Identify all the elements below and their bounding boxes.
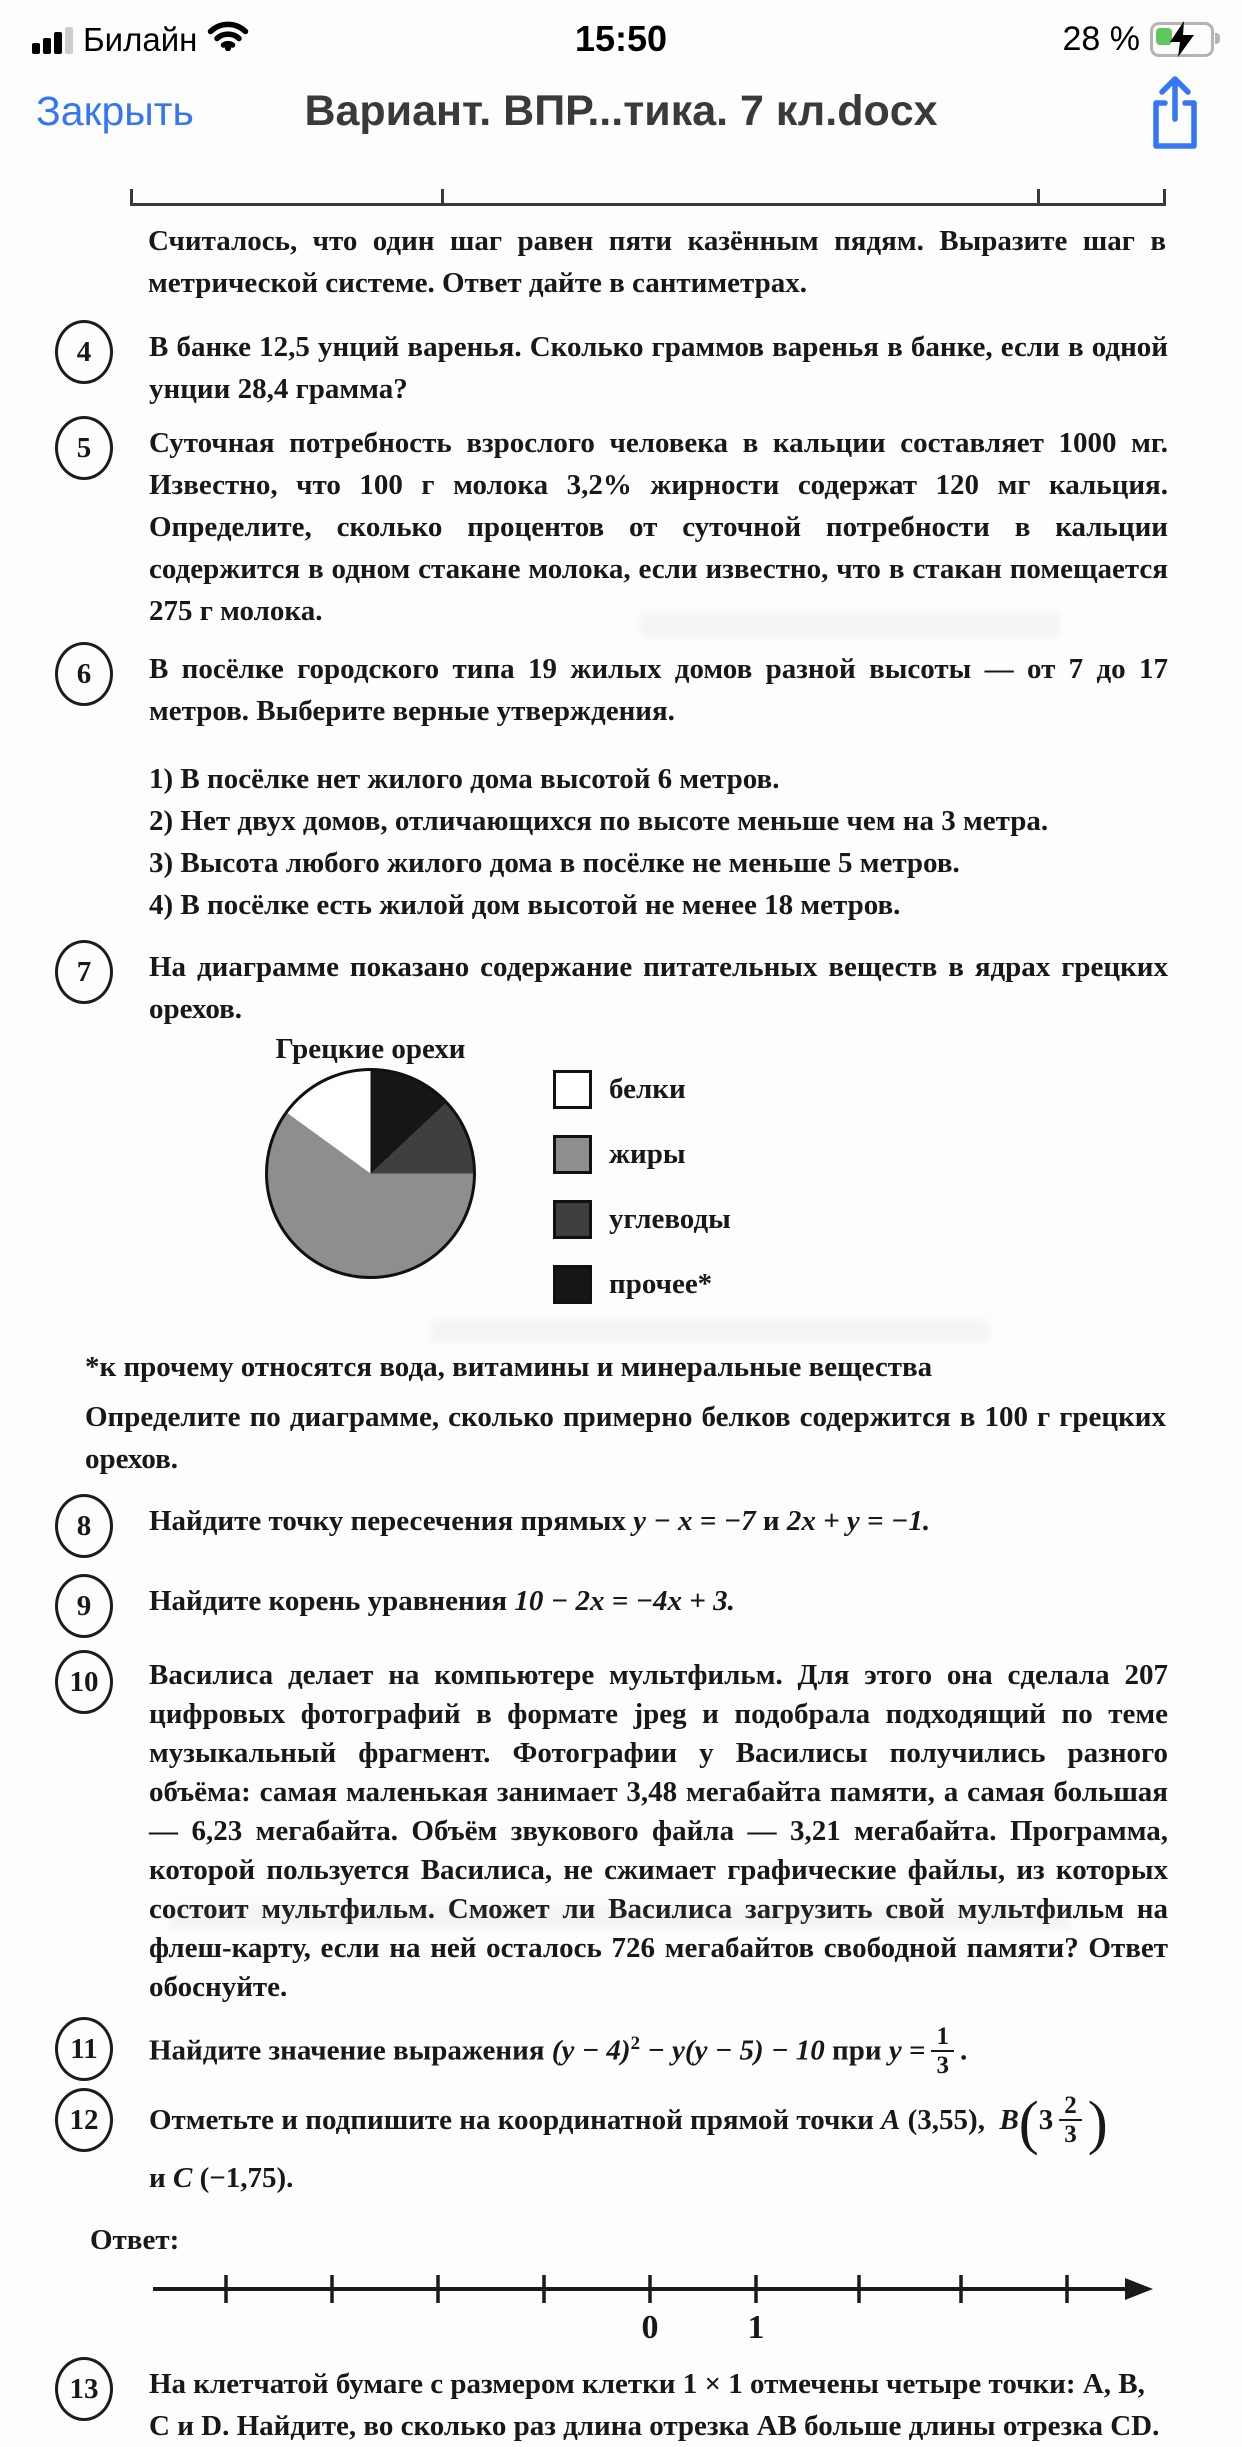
chart-legend bbox=[553, 1068, 731, 1328]
status-bar bbox=[0, 0, 1242, 70]
number-line-arrow bbox=[1125, 2278, 1153, 2300]
problem-13-clipped-line: С и D. Найдите, во сколько раз длина отрезка AB больше длины отрезка CD. bbox=[149, 2409, 1160, 2442]
problem-12 bbox=[55, 2088, 1168, 2199]
legend-swatch-white bbox=[553, 1070, 592, 1109]
problem-7-number: 7 bbox=[55, 940, 113, 1004]
problem-7-text: На диаграмме показано содержание питательных веществ в ядрах грецких орехов. bbox=[149, 951, 1168, 1025]
problem-8 bbox=[55, 1494, 1168, 1558]
problem-13 bbox=[55, 2357, 1168, 2447]
fraction-two-thirds: $\frac{2}{3}$ bbox=[1059, 2092, 1082, 2149]
pie-chart bbox=[265, 1068, 476, 1279]
problem-11-number: 11 bbox=[55, 2017, 113, 2081]
document-title: Вариант. ВПР...тика. 7 кл.docx bbox=[304, 86, 938, 135]
problem-13-number: 13 bbox=[55, 2357, 113, 2421]
equation-1: y − x = −7 bbox=[633, 1505, 756, 1537]
problem-4-number: 4 bbox=[55, 320, 113, 384]
chart-title: Грецкие орехи bbox=[275, 1033, 466, 1065]
problem-6-options bbox=[149, 758, 1168, 926]
problem-10-text: Василиса делает на компьютере мультфильм. Для этого она сделала 207 цифровых фотографий в формате jpeg и подобрала подходящий по теме музыкальный фрагмент. Фотографии у Василисы получились разного объёма: самая маленькая занимает 3,48 мегабайта памяти, а самая большая — 6,23 мегабайта. Объём звукового файла — 3,21 мегабайта. Программа, которой пользуется Василиса, не сжимает графические файлы, из которых состоит мультфильм. Сможет ли Василиса загрузить свой мультфильм на флеш-карту, если на ней осталось 726 мегабайтов свободной памяти? Ответ обоснуйте. bbox=[149, 1659, 1168, 2003]
problem-11-text: Найдите значение выражения $(y - 4)^2 - y(y - 5) - 10$ при y = $\frac{1}{3}$ . bbox=[149, 2022, 968, 2079]
problem-9-number: 9 bbox=[55, 1574, 113, 1638]
problem-6-number: 6 bbox=[55, 642, 113, 706]
option-4: 4) В посёлке есть жилой дом высотой не менее 18 метров. bbox=[149, 889, 901, 921]
equation: 10 − 2x = −4x + 3. bbox=[514, 1585, 735, 1617]
legend-item-other: прочее* bbox=[553, 1263, 731, 1305]
number-line-label-one: 1 bbox=[747, 2308, 765, 2343]
problem-13-text: На клетчатой бумаге с размером клетки 1 × 1 отмечены четыре точки: A, B, С и D. Найдите, во сколько раз длина отрезка AB больше длины отрезка CD. bbox=[149, 2357, 1168, 2447]
number-line-label-zero: 0 bbox=[641, 2308, 659, 2343]
equation-2: 2x + y = −1. bbox=[786, 1505, 931, 1537]
clock-label: 15:50 bbox=[574, 18, 668, 59]
problem-8-text: Найдите точку пересечения прямых y − x = −7 и 2x + y = −1. bbox=[149, 1505, 931, 1537]
document-viewer-toolbar bbox=[0, 70, 1242, 152]
legend-swatch-darkgray bbox=[553, 1200, 592, 1239]
legend-swatch-black bbox=[553, 1265, 592, 1304]
legend-item-carbs: углеводы bbox=[553, 1198, 731, 1240]
legend-item-proteins: белки bbox=[553, 1068, 731, 1110]
problem-4 bbox=[55, 320, 1168, 410]
legend-item-fats: жиры bbox=[553, 1133, 731, 1175]
scan-artifact bbox=[170, 1905, 1070, 1929]
ruler-figure bbox=[130, 186, 1166, 206]
number-line-figure bbox=[150, 2265, 1165, 2343]
pie-chart-figure bbox=[0, 1032, 1242, 1328]
scan-artifact bbox=[640, 612, 1060, 638]
problem-5 bbox=[55, 416, 1168, 632]
scan-artifact bbox=[430, 1320, 990, 1342]
problem-12-text: Отметьте и подпишите на координатной прямой точки A (3,55), B(3 $\frac{2}{3}$ ) и C (−1,75). bbox=[149, 2089, 1108, 2194]
problem-10 bbox=[55, 1650, 1168, 2007]
option-3: 3) Высота любого жилого дома в посёлке не меньше 5 метров. bbox=[149, 847, 960, 879]
intro-paragraph: Считалось, что один шаг равен пяти казённым пядям. Выразите шаг в метрической системе. Ответ дайте в сантиметрах. bbox=[148, 225, 1166, 299]
battery-percent-label: 28 % bbox=[1062, 19, 1140, 58]
carrier-label: Билайн bbox=[83, 21, 198, 58]
fraction-one-third: $\frac{1}{3}$ bbox=[931, 2023, 954, 2080]
option-1: 1) В посёлке нет жилого дома высотой 6 метров. bbox=[149, 763, 780, 795]
legend-swatch-gray bbox=[553, 1135, 592, 1174]
problem-7 bbox=[55, 940, 1168, 1030]
document-scroll-area[interactable] bbox=[0, 186, 1242, 2447]
problem-6 bbox=[55, 642, 1168, 926]
problem-6-text: В посёлке городского типа 19 жилых домов разной высоты — от 7 до 17 метров. Выберите верные утверждения. bbox=[149, 653, 1168, 727]
problem-9-text: Найдите корень уравнения 10 − 2x = −4x + 3. bbox=[149, 1585, 735, 1617]
problem-7-question: Определите по диаграмме, сколько примерно белков содержится в 100 г грецких орехов. bbox=[85, 1401, 1166, 1475]
close-button[interactable]: Закрыть bbox=[36, 87, 194, 134]
option-2: 2) Нет двух домов, отличающихся по высоте меньше чем на 3 метра. bbox=[149, 805, 1049, 837]
problem-10-number: 10 bbox=[55, 1650, 113, 1714]
problem-9 bbox=[55, 1574, 1168, 1638]
problem-5-text: Суточная потребность взрослого человека в кальции составляет 1000 мг. Известно, что 100 г молока 3,2% жирности содержат 120 мг кальция. Определите, сколько процентов от суточной потребности в кальции содержится в одном стакане молока, если известно, что в стакан помещается 275 г молока. bbox=[149, 427, 1168, 627]
chart-footnote: *к прочему относятся вода, витамины и минеральные вещества bbox=[85, 1351, 933, 1383]
problem-8-number: 8 bbox=[55, 1494, 113, 1558]
battery-charging-icon bbox=[1150, 22, 1214, 57]
problem-11 bbox=[55, 2017, 1168, 2082]
problem-4-text: В банке 12,5 унций варенья. Сколько граммов варенья в банке, если в одной унции 28,4 грамма? bbox=[149, 331, 1168, 405]
problem-12-number: 12 bbox=[55, 2088, 113, 2152]
problem-5-number: 5 bbox=[55, 416, 113, 480]
answer-label: Ответ: bbox=[90, 2223, 180, 2256]
